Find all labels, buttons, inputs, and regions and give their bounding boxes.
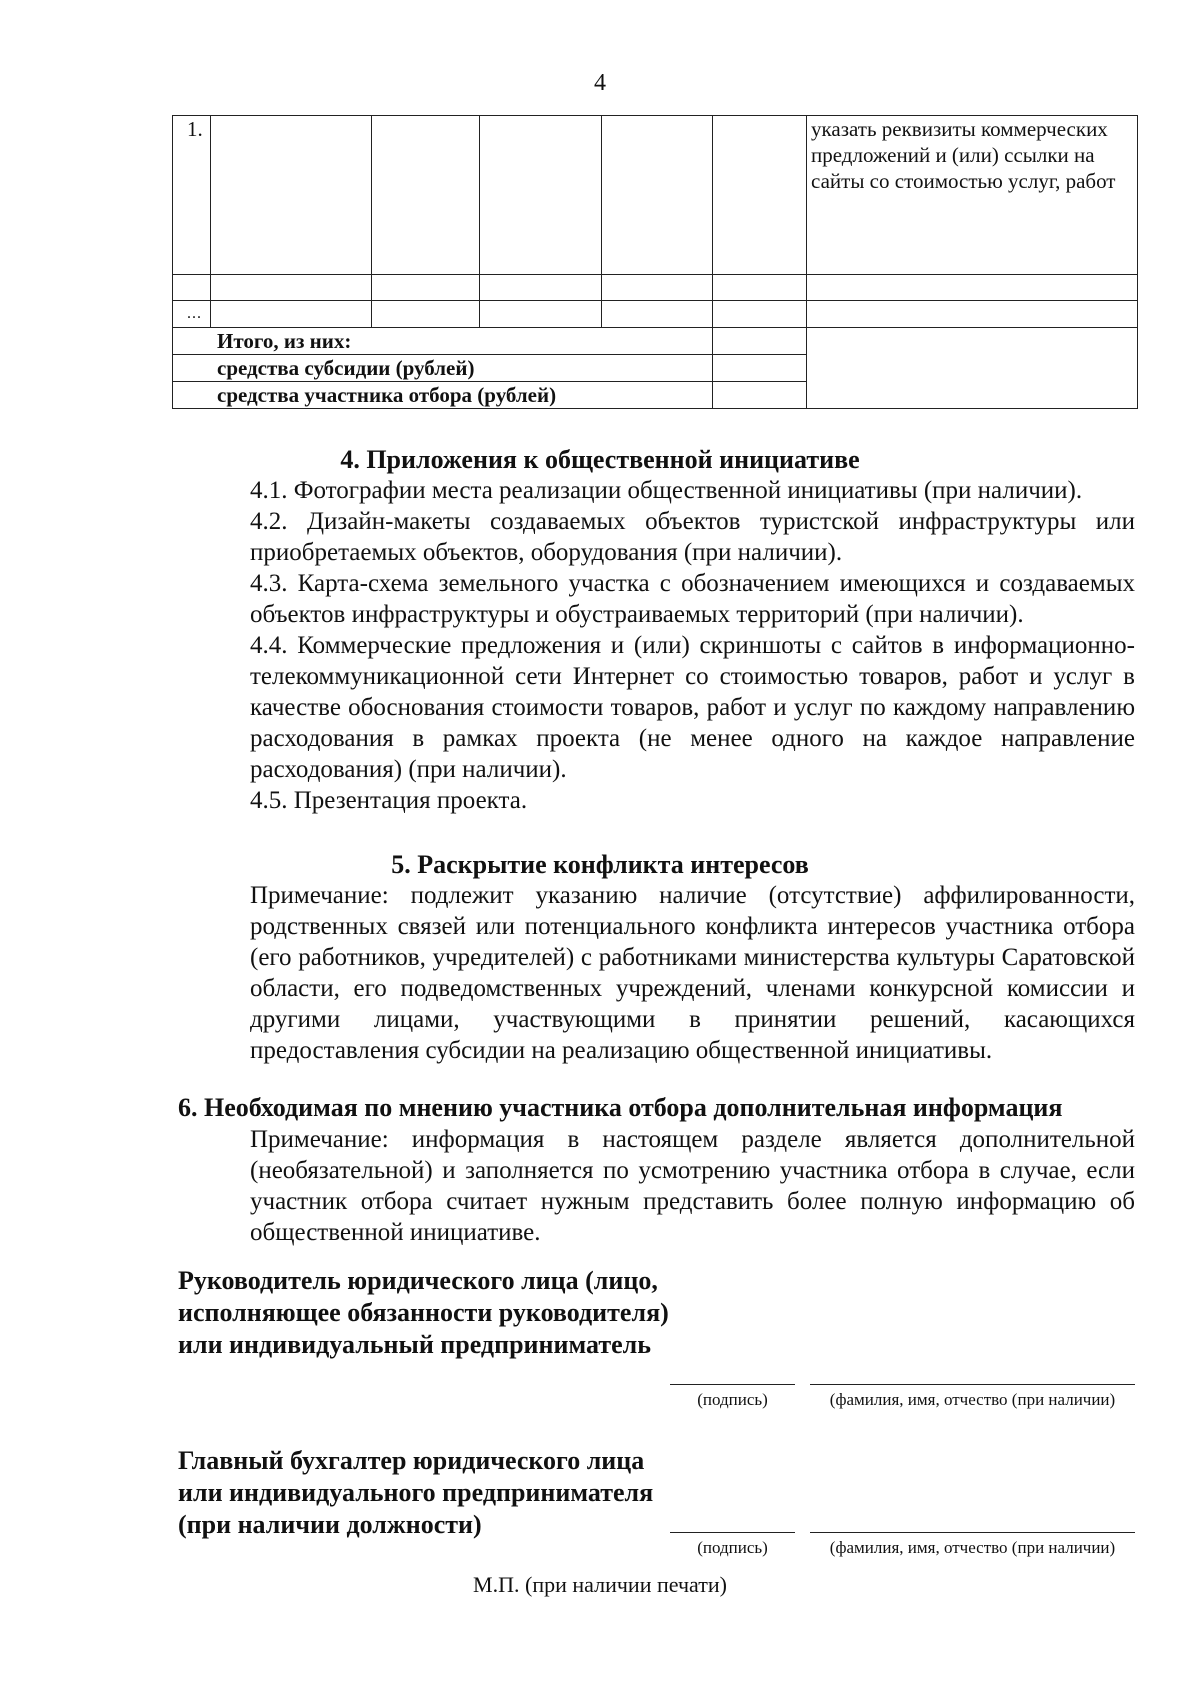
head-signature-label: Руководитель юридического лица (лицо, исполняющее обязанности руководителя) или индивидуальный предприниматель [178,1266,669,1359]
ellipsis-cell: ... [173,301,211,328]
table-cell [480,116,602,275]
table-cell [713,382,807,409]
signature-caption: (подпись) [697,1390,768,1409]
table-cell [713,301,807,328]
section-4-title: 4. Приложения к общественной инициативе [340,445,860,474]
total-label: Итого, из них: [173,328,713,355]
table-cell [807,328,1138,409]
table-row [173,275,1138,301]
table-cell [713,355,807,382]
table-cell [480,301,602,328]
section-6-note [178,1124,1135,1248]
table-cell [211,301,372,328]
table-cell [602,275,713,301]
section-5-note [178,880,1135,1066]
table-cell [211,275,372,301]
table-cell [372,116,480,275]
requisites-cell: указать реквизиты коммерческих предложений и (или) ссылки на сайты со стоимостью услуг, работ [807,116,1138,275]
row-number-cell: 1. [173,116,211,275]
table-cell [807,275,1138,301]
section-5-title: 5. Раскрытие конфликта интересов [391,850,809,879]
head-signature-line[interactable] [670,1384,795,1385]
table-cell [713,116,807,275]
page-number: 4 [594,70,606,96]
note-text: Примечание: подлежит указанию наличие (отсутствие) аффилированности, родственных связей или потенциального конфликта интересов участника отбора (его работников, учредителей) с работниками министерства культуры Саратовской области, его подведомственных учреждений, членами конкурсной комиссии и другими лицами, участвующими в принятии решений, касающихся предоставления субсидии на реализацию общественной инициативы. [250,882,1135,1064]
participant-funds-label: средства участника отбора (рублей) [173,382,713,409]
table-cell [602,116,713,275]
table-row [173,116,1138,275]
stamp-place: М.П. (при наличии печати) [473,1572,727,1597]
table-row [173,301,1138,328]
accountant-name-line[interactable] [810,1532,1135,1533]
section-6-title: 6. Необходимая по мнению участника отбора дополнительная информация [178,1093,1063,1122]
name-caption: (фамилия, имя, отчество (при наличии) [829,1390,1116,1409]
list-item: 4.2. Дизайн-макеты создаваемых объектов туристской инфраструктуры или приобретаемых объектов, оборудования (при наличии). [250,508,1135,566]
accountant-signature-label: Главный бухгалтер юридического лица или индивидуального предпринимателя (при наличии должности) [178,1446,654,1539]
subsidy-label: средства субсидии (рублей) [173,355,713,382]
table-cell [602,301,713,328]
head-name-line[interactable] [810,1384,1135,1385]
table-cell [211,116,372,275]
list-item: 4.1. Фотографии места реализации общественной инициативы (при наличии). [250,477,1083,504]
accountant-signature-line[interactable] [670,1532,795,1533]
table-cell [480,275,602,301]
table-cell [372,275,480,301]
table-cell [713,275,807,301]
list-item: 4.5. Презентация проекта. [250,787,528,814]
table-row-total [173,328,1138,355]
name-caption: (фамилия, имя, отчество (при наличии) [829,1538,1116,1557]
list-item: 4.3. Карта-схема земельного участка с обозначением имеющихся и создаваемых объектов инфраструктуры и обустраиваемых территорий (при наличии). [250,570,1135,628]
signature-caption: (подпись) [697,1538,768,1557]
note-text: Примечание: информация в настоящем разделе является дополнительной (необязательной) и заполняется по усмотрению участника отбора в случае, если участник отбора считает нужным представить более полную информацию об общественной инициативе. [250,1126,1135,1246]
table-cell [372,301,480,328]
cost-table [172,115,1138,409]
table-cell [713,328,807,355]
list-item: 4.4. Коммерческие предложения и (или) скриншоты с сайтов в информационно-телекоммуникационной сети Интернет со стоимостью товаров, работ и услуг в качестве обоснования стоимости товаров, работ и услуг по каждому направлению расходования в рамках проекта (не менее одного на каждое направление расходования) (при наличии). [250,632,1135,783]
table-cell [807,301,1138,328]
section-4-list [178,475,1135,816]
table-cell [173,275,211,301]
